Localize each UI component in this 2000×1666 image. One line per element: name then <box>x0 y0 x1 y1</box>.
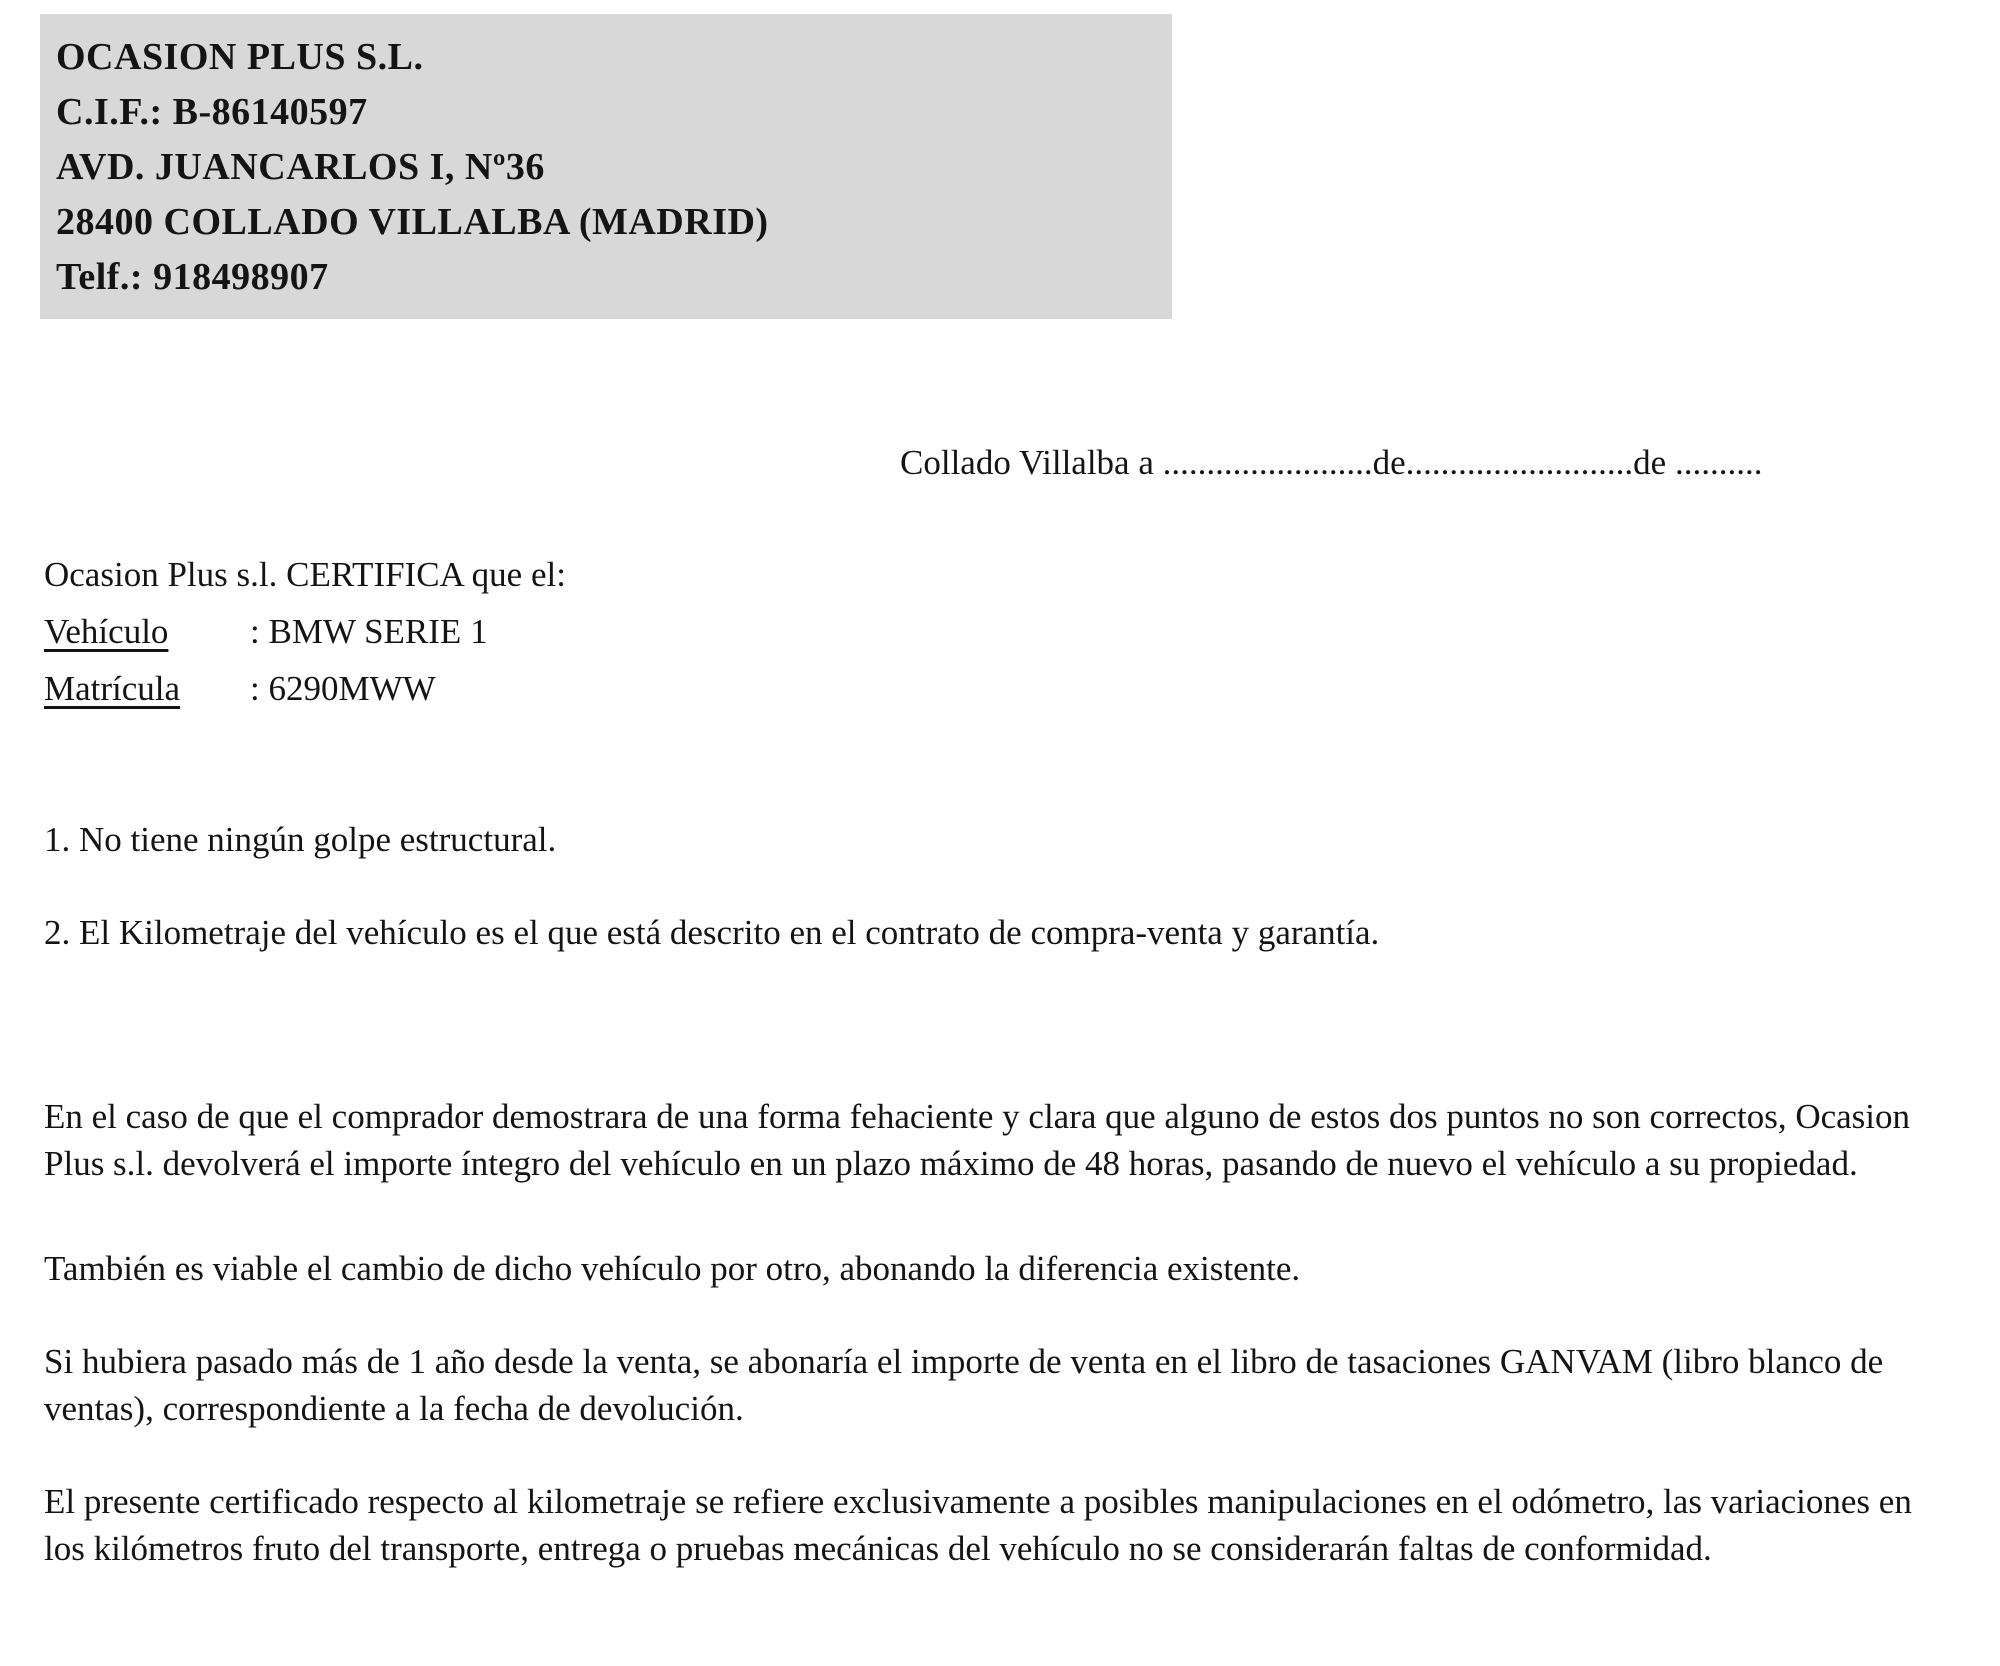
paragraph-odometer-disclaimer: El presente certificado respecto al kilometraje se refiere exclusivamente a posibles manipulaciones en el odómetro, las variaciones en los kilómetros fruto del transporte, entrega o pruebas mecánicas del vehículo no se considerarán faltas de conformidad. <box>44 1482 1912 1568</box>
company-name: OCASION PLUS S.L. <box>56 36 424 78</box>
vehicle-value: : BMW SERIE 1 <box>250 612 488 651</box>
claim-item-2: 2. El Kilometraje del vehículo es el que está descrito en el contrato de compra-venta y garantía. <box>44 913 1380 952</box>
plate-value: : 6290MWW <box>250 669 436 708</box>
claim-item-1: 1. No tiene ningún golpe estructural. <box>44 820 557 859</box>
date-fill-in-line: Collado Villalba a ........................de..........................de .......... <box>900 443 1763 482</box>
vehicle-label: Vehículo <box>44 612 169 651</box>
plate-label: Matrícula <box>44 669 181 708</box>
paragraph-ganvam-valuation: Si hubiera pasado más de 1 año desde la venta, se abonaría el importe de venta en el libro de tasaciones GANVAM (libro blanco de ventas), correspondiente a la fecha de devolución. <box>44 1342 1884 1428</box>
body-paragraphs <box>44 1093 1928 1572</box>
company-city: 28400 COLLADO VILLALBA (MADRID) <box>56 201 769 243</box>
company-cif: C.I.F.: B-86140597 <box>56 91 368 133</box>
numbered-claims <box>44 817 1960 955</box>
vehicle-row <box>44 603 1960 660</box>
letterhead <box>40 14 1172 319</box>
plate-row <box>44 660 1960 717</box>
company-address: AVD. JUANCARLOS I, Nº36 <box>56 146 545 188</box>
company-phone: Telf.: 918498907 <box>56 256 329 298</box>
paragraph-refund-policy: En el caso de que el comprador demostrara de una forma fehaciente y clara que alguno de estos dos puntos no son correctos, Ocasion Plus s.l. devolverá el importe íntegro del vehículo en un plazo máximo de 48 horas, pasando de nuevo el vehículo a su propiedad. <box>44 1097 1911 1183</box>
paragraph-exchange-option: También es viable el cambio de dicho vehículo por otro, abonando la diferencia existente. <box>44 1249 1301 1288</box>
certify-intro: Ocasion Plus s.l. CERTIFICA que el: <box>44 555 566 594</box>
certification-block <box>44 546 1960 717</box>
